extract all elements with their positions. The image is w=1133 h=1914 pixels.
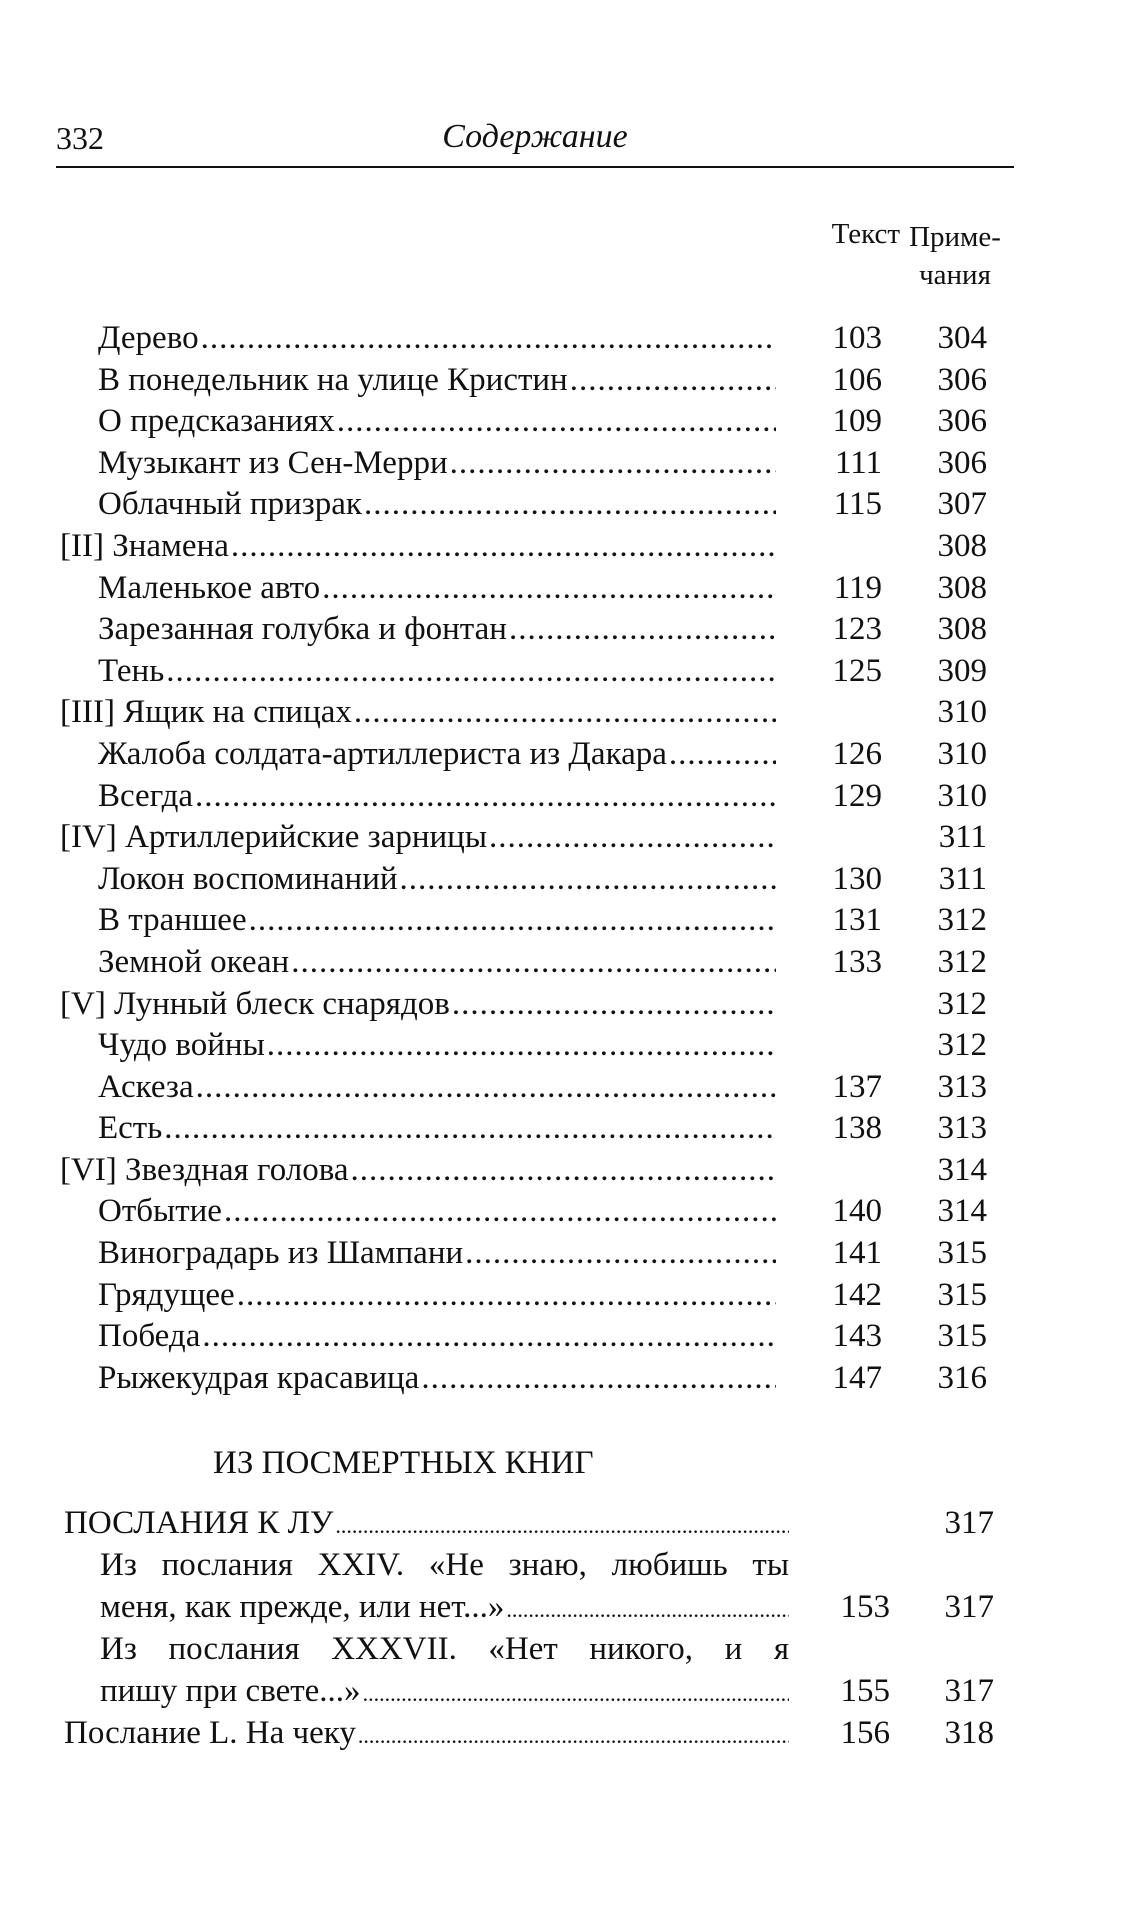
toc-row [0, 692, 1133, 734]
toc-entry-title: меня, как прежде, или нет...» [100, 1589, 505, 1625]
notes-page-number: 307 [937, 486, 987, 523]
toc-entry-title: Аскеза [98, 1068, 194, 1105]
toc-entry [98, 942, 776, 982]
text-page-number: 143 [832, 1318, 882, 1355]
toc-entry [98, 1191, 776, 1231]
toc-entry [98, 1067, 776, 1107]
toc-row [0, 1108, 1133, 1150]
toc-entry-last-line [100, 1586, 789, 1631]
text-page-number: 106 [832, 361, 882, 398]
toc-entry [98, 401, 776, 441]
toc-row [0, 900, 1133, 942]
notes-page-number: 312 [937, 1027, 987, 1064]
toc-entry [98, 1358, 776, 1398]
toc-entry-title: Дерево [98, 320, 199, 356]
toc-row [0, 734, 1133, 776]
toc-entry-title: Локон воспоминаний [98, 860, 398, 897]
toc-entry [98, 360, 776, 400]
dot-leader [509, 609, 776, 649]
dot-leader [363, 1673, 789, 1715]
dot-leader [322, 568, 776, 608]
dot-leader [351, 1150, 776, 1190]
toc-entry-title: Чудо войны [98, 1027, 265, 1064]
notes-page-number: 310 [937, 735, 987, 772]
dot-leader [489, 817, 776, 857]
dot-leader [164, 1108, 776, 1148]
toc-entry [64, 1712, 789, 1757]
dot-leader [231, 526, 776, 566]
toc-row [0, 1275, 1133, 1317]
toc-row [0, 360, 1133, 402]
toc-entry [98, 734, 776, 774]
notes-page-number: 312 [937, 902, 987, 939]
dot-leader [201, 318, 776, 358]
notes-header-line1: Приме- [909, 221, 1001, 253]
toc-row [0, 1502, 1133, 1544]
dot-leader [570, 360, 776, 400]
notes-page-number: 308 [937, 611, 987, 648]
notes-page-number: 306 [937, 444, 987, 481]
text-page-number: 129 [832, 777, 882, 814]
toc-entry-title: Музыкант из Сен-Мерри [98, 444, 448, 481]
dot-leader [335, 1505, 789, 1547]
text-page-number: 119 [833, 569, 882, 606]
dot-leader [358, 1715, 789, 1757]
toc-entry-title: Отбытие [98, 1193, 222, 1230]
text-page-number: 109 [832, 403, 882, 440]
notes-page-number: 317 [944, 1505, 994, 1541]
notes-page-number: 309 [937, 652, 987, 689]
dot-leader [267, 1025, 776, 1065]
dot-leader [337, 401, 776, 441]
toc-entry [98, 651, 776, 691]
column-headers [0, 218, 1133, 298]
notes-page-number: 318 [944, 1715, 994, 1751]
toc-entry [100, 1628, 789, 1715]
notes-page-number: 315 [937, 1318, 987, 1355]
toc-row [0, 1191, 1133, 1233]
toc-entry-title: Земной океан [98, 943, 290, 980]
toc-entry [98, 318, 776, 358]
notes-header-line2: чания [919, 259, 991, 291]
toc-row [0, 859, 1133, 901]
posthumous-contents [0, 1502, 1133, 1754]
notes-page-number: 314 [937, 1193, 987, 1230]
text-page-number: 137 [832, 1068, 882, 1105]
toc-entry [98, 1108, 776, 1148]
page-header [56, 118, 1014, 168]
toc-entry-title: Грядущее [98, 1276, 235, 1313]
notes-page-number: 315 [937, 1276, 987, 1313]
toc-row [0, 651, 1133, 693]
dot-leader [421, 1358, 776, 1398]
toc-entry-title: ПОСЛАНИЯ К ЛУ [64, 1505, 334, 1541]
toc-entry-title: [II] Знамена [60, 527, 229, 564]
text-page-number: 125 [832, 652, 882, 689]
toc-entry-title: Тень [98, 652, 165, 689]
toc-entry [98, 1275, 776, 1315]
dot-leader [202, 1316, 776, 1356]
toc-entry-last-line [64, 1712, 789, 1757]
dot-leader [506, 1589, 789, 1631]
toc-entry-title: Виноградарь из Шампани [98, 1235, 464, 1272]
toc-row [0, 401, 1133, 443]
toc-row [0, 526, 1133, 568]
toc-entry-title: О предсказаниях [98, 403, 335, 440]
notes-page-number: 317 [944, 1589, 994, 1625]
text-page-number: 111 [834, 444, 882, 481]
notes-page-number: 313 [937, 1068, 987, 1105]
dot-leader [196, 1067, 776, 1107]
dot-leader [195, 776, 776, 816]
toc-entry [98, 568, 776, 608]
notes-page-number: 315 [937, 1235, 987, 1272]
toc-row [0, 1150, 1133, 1192]
toc-row [0, 1067, 1133, 1109]
toc-row [0, 318, 1133, 360]
toc-entry-title: Маленькое авто [98, 569, 321, 606]
toc-row [0, 1628, 1133, 1712]
toc-entry [98, 776, 776, 816]
dot-leader [669, 734, 776, 774]
text-page-number: 126 [832, 735, 882, 772]
toc-row [0, 609, 1133, 651]
toc-row [0, 568, 1133, 610]
notes-page-number: 313 [937, 1110, 987, 1147]
toc-entry-title: В траншее [98, 902, 247, 939]
toc-entry [64, 1502, 789, 1547]
toc-entry-title: Послание L. На чеку [64, 1715, 356, 1751]
notes-page-number: 314 [937, 1151, 987, 1188]
toc-row [0, 942, 1133, 984]
dot-leader [237, 1275, 776, 1315]
text-page-number: 103 [832, 320, 882, 356]
toc-entry-title: Всегда [98, 777, 194, 814]
toc-entry [60, 692, 776, 732]
toc-entry [100, 1544, 789, 1631]
toc-entry-title: [VI] Звездная голова [60, 1151, 349, 1188]
toc-row [0, 817, 1133, 859]
toc-entry-title-line1: Из послания XXIV. «Не знаю, любишь ты [100, 1547, 789, 1583]
toc-row [0, 1544, 1133, 1628]
dot-leader [291, 942, 776, 982]
text-page-number: 123 [832, 611, 882, 648]
text-page-number: 130 [832, 860, 882, 897]
toc-entry [98, 859, 776, 899]
toc-row [0, 1358, 1133, 1400]
toc-entry [98, 484, 776, 524]
text-page-number: 156 [840, 1715, 890, 1751]
toc-row [0, 443, 1133, 485]
toc-row [0, 1025, 1133, 1067]
notes-page-number: 312 [937, 943, 987, 980]
dot-leader [354, 692, 776, 732]
toc-row [0, 1316, 1133, 1358]
text-page-number: 115 [833, 486, 882, 523]
notes-page-number: 311 [938, 819, 987, 856]
notes-page-number: 304 [937, 320, 987, 356]
toc-row [0, 776, 1133, 818]
dot-leader [400, 859, 776, 899]
toc-entry [98, 1025, 776, 1065]
page-number: 332 [56, 120, 104, 156]
dot-leader [224, 1191, 776, 1231]
notes-page-number: 317 [944, 1673, 994, 1709]
toc-entry-title: Победа [98, 1318, 201, 1355]
text-page-number: 133 [832, 943, 882, 980]
toc-entry-last-line [100, 1670, 789, 1715]
text-page-number: 147 [832, 1359, 882, 1396]
toc-entry [98, 609, 776, 649]
toc-entry-title: [V] Лунный блеск снарядов [60, 985, 450, 1022]
toc-entry-title: Облачный призрак [98, 486, 362, 523]
notes-page-number: 308 [937, 527, 987, 564]
dot-leader [450, 443, 776, 483]
notes-page-number: 310 [937, 694, 987, 731]
text-column-header: Текст [831, 218, 900, 250]
toc-entry-title: Жалоба солдата-артиллериста из Дакара [98, 735, 667, 772]
text-page-number: 153 [840, 1589, 890, 1625]
notes-page-number: 311 [938, 860, 987, 897]
toc-entry [98, 1233, 776, 1273]
notes-page-number: 306 [937, 361, 987, 398]
toc-entry-title: Есть [98, 1110, 163, 1147]
dot-leader [452, 984, 776, 1024]
notes-page-number: 306 [937, 403, 987, 440]
table-of-contents [0, 318, 1133, 1399]
toc-row [0, 1712, 1133, 1754]
notes-page-number: 308 [937, 569, 987, 606]
text-page-number: 141 [832, 1235, 882, 1272]
dot-leader [364, 484, 776, 524]
text-page-number: 140 [832, 1193, 882, 1230]
toc-entry [98, 900, 776, 940]
toc-entry [60, 984, 776, 1024]
toc-entry-title: [III] Ящик на спицах [60, 694, 352, 731]
toc-entry-title-line1: Из послания XXXVII. «Нет никого, и я [100, 1631, 789, 1667]
notes-page-number: 310 [937, 777, 987, 814]
notes-page-number: 316 [937, 1359, 987, 1396]
toc-entry-title: Зарезанная голубка и фонтан [98, 611, 507, 648]
toc-entry-title: [IV] Артиллерийские зарницы [60, 819, 488, 856]
toc-row [0, 984, 1133, 1026]
toc-entry [60, 526, 776, 566]
toc-entry-title: пишу при свете...» [100, 1673, 361, 1709]
text-page-number: 138 [832, 1110, 882, 1147]
notes-column-header [895, 218, 1015, 294]
text-page-number: 142 [832, 1276, 882, 1313]
toc-row [0, 484, 1133, 526]
dot-leader [166, 651, 776, 691]
toc-entry-last-line [64, 1502, 789, 1547]
toc-row [0, 1233, 1133, 1275]
toc-entry-title: В понедельник на улице Кристин [98, 361, 568, 398]
text-page-number: 155 [840, 1673, 890, 1709]
toc-entry [98, 1316, 776, 1356]
section-heading: ИЗ ПОСМЕРТНЫХ КНИГ [213, 1445, 594, 1481]
text-page-number: 131 [832, 902, 882, 939]
toc-entry [98, 443, 776, 483]
toc-entry [60, 1150, 776, 1190]
running-title: Содержание [442, 118, 628, 155]
notes-page-number: 312 [937, 985, 987, 1022]
dot-leader [465, 1233, 776, 1273]
dot-leader [249, 900, 776, 940]
toc-entry-title: Рыжекудрая красавица [98, 1359, 420, 1396]
toc-entry [60, 817, 776, 857]
